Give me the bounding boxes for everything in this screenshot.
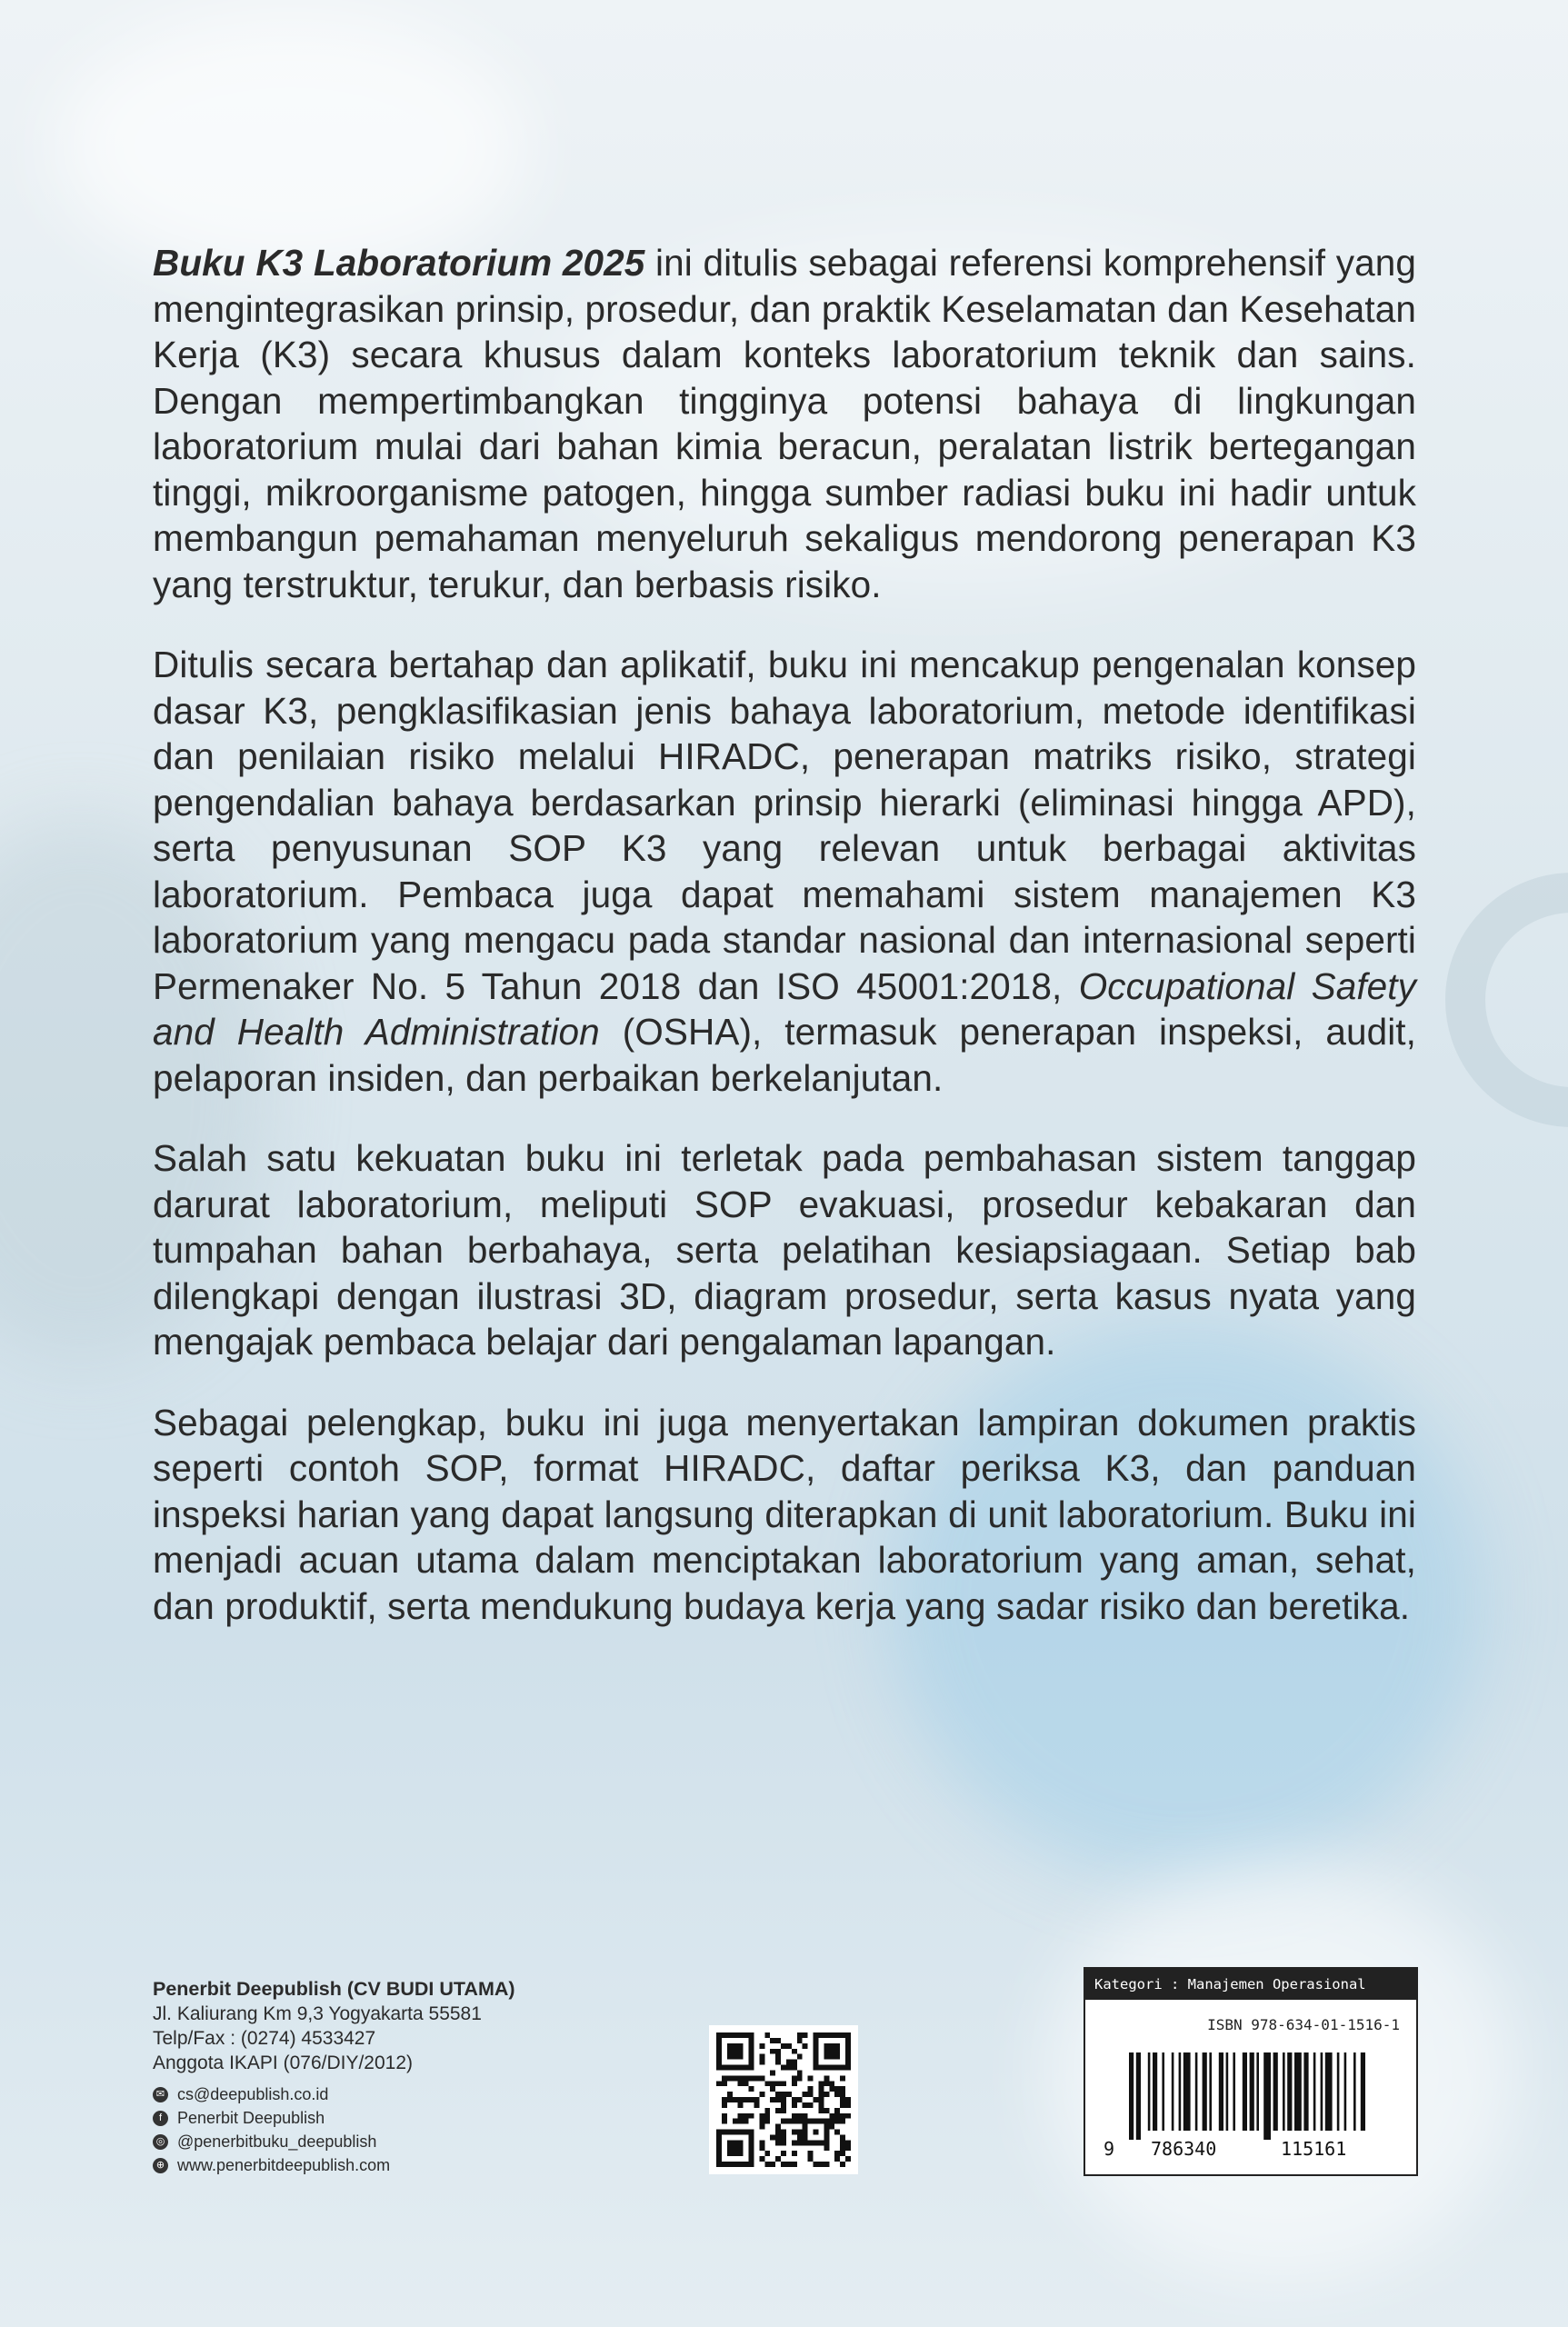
instagram-icon: ◎ xyxy=(153,2134,168,2150)
paragraph-2-text-end: (OSHA), termasuk penerapan inspeksi, audit, pelaporan insiden, dan perbaikan berkelanjutan. xyxy=(153,1011,1416,1099)
publisher-phone: Telp/Fax : (0274) 4533427 xyxy=(153,2028,376,2049)
barcode-digit-left: 9 xyxy=(1104,2138,1115,2160)
paragraph-3: Salah satu kekuatan buku ini terletak pada pembahasan sistem tanggap darurat laboratorium, meliputi SOP evakuasi, prosedur kebakaran dan tumpahan bahan berbahaya, serta pelatihan kesiapsiagaan. Setiap bab dilengkapi dengan ilustrasi 3D, diagram prosedur, serta kasus nyata yang mengajak pembaca belajar dari pengalaman lapangan. xyxy=(153,1137,1416,1363)
osha-name: Occupational Safety and Health Administration xyxy=(153,964,1416,1053)
contact-facebook xyxy=(153,2106,625,2130)
publisher-info xyxy=(153,1977,625,2177)
paragraph-1 xyxy=(153,240,1416,607)
email-icon: ✉ xyxy=(153,2087,168,2102)
facebook-icon: f xyxy=(153,2111,168,2126)
contact-text: cs@deepublish.co.id xyxy=(177,2085,329,2103)
globe-icon: ⊕ xyxy=(153,2158,168,2173)
contact-text: @penerbitbuku_deepublish xyxy=(177,2132,377,2151)
isbn-barcode-box xyxy=(1084,1967,1418,2176)
contact-text: Penerbit Deepublish xyxy=(177,2109,325,2127)
publisher-contacts xyxy=(153,2082,625,2177)
barcode-digits-right: 115161 xyxy=(1281,2138,1347,2160)
contact-instagram xyxy=(153,2130,625,2153)
barcode-digits-middle: 786340 xyxy=(1151,2138,1217,2160)
paragraph-2-text: Ditulis secara bertahap dan aplikatif, buku ini mencakup pengenalan konsep dasar K3, pengklasifikasian jenis bahaya laboratorium, metode identifikasi dan penilaian risiko melalui HIRADC, penerapan matriks risiko, strategi pengendalian bahaya berdasarkan prinsip hierarki (eliminasi hingga APD), serta penyusunan SOP K3 yang relevan untuk berbagai aktivitas laboratorium. Pembaca juga dapat memahami sistem manajemen K3 laboratorium yang mengacu pada standar nasional dan internasional seperti Permenaker No. 5 Tahun 2018 dan ISO 45001:2018, xyxy=(153,644,1416,1007)
qr-code xyxy=(709,2025,858,2174)
barcode-bars xyxy=(1129,2052,1402,2140)
paragraph-1-text: ini ditulis sebagai referensi komprehensif yang mengintegrasikan prinsip, prosedur, dan praktik Keselamatan dan Kesehatan Kerja (K3) secara khusus dalam konteks laboratorium teknik dan sains. Dengan mempertimbangkan tingginya potensi bahaya di lingkungan laboratorium mulai dari bahan kimia beracun, peralatan listrik bertegangan tinggi, mikroorganisme patogen, hingga sumber radiasi buku ini hadir untuk membangun pemahaman menyeluruh sekaligus mendorong penerapan K3 yang terstruktur, terukur, dan berbasis risiko. xyxy=(153,242,1416,605)
contact-website xyxy=(153,2153,625,2177)
barcode-digits xyxy=(1085,2138,1416,2165)
publisher-address: Jl. Kaliurang Km 9,3 Yogyakarta 55581 xyxy=(153,2003,482,2024)
paragraph-2 xyxy=(153,642,1416,1101)
back-cover-description xyxy=(153,240,1416,1663)
paragraph-4: Sebagai pelengkap, buku ini juga menyertakan lampiran dokumen praktis seperti contoh SOP, format HIRADC, daftar periksa K3, dan panduan inspeksi harian yang dapat langsung diterapkan di unit laboratorium. Buku ini menjadi acuan utama dalam menciptakan laboratorium yang aman, sehat, dan produktif, serta mendukung budaya kerja yang sadar risiko dan beretika. xyxy=(153,1401,1416,1627)
publisher-name: Penerbit Deepublish (CV BUDI UTAMA) xyxy=(153,1978,515,2000)
publisher-membership: Anggota IKAPI (076/DIY/2012) xyxy=(153,2052,414,2073)
gear-icon xyxy=(1445,873,1568,1127)
book-title: Buku K3 Laboratorium 2025 xyxy=(153,242,645,284)
contact-email xyxy=(153,2082,625,2106)
isbn-number: ISBN 978-634-01-1516-1 xyxy=(1207,2016,1400,2033)
category-label: Kategori : Manajemen Operasional xyxy=(1085,1969,1416,2000)
contact-text: www.penerbitdeepublish.com xyxy=(177,2156,391,2174)
